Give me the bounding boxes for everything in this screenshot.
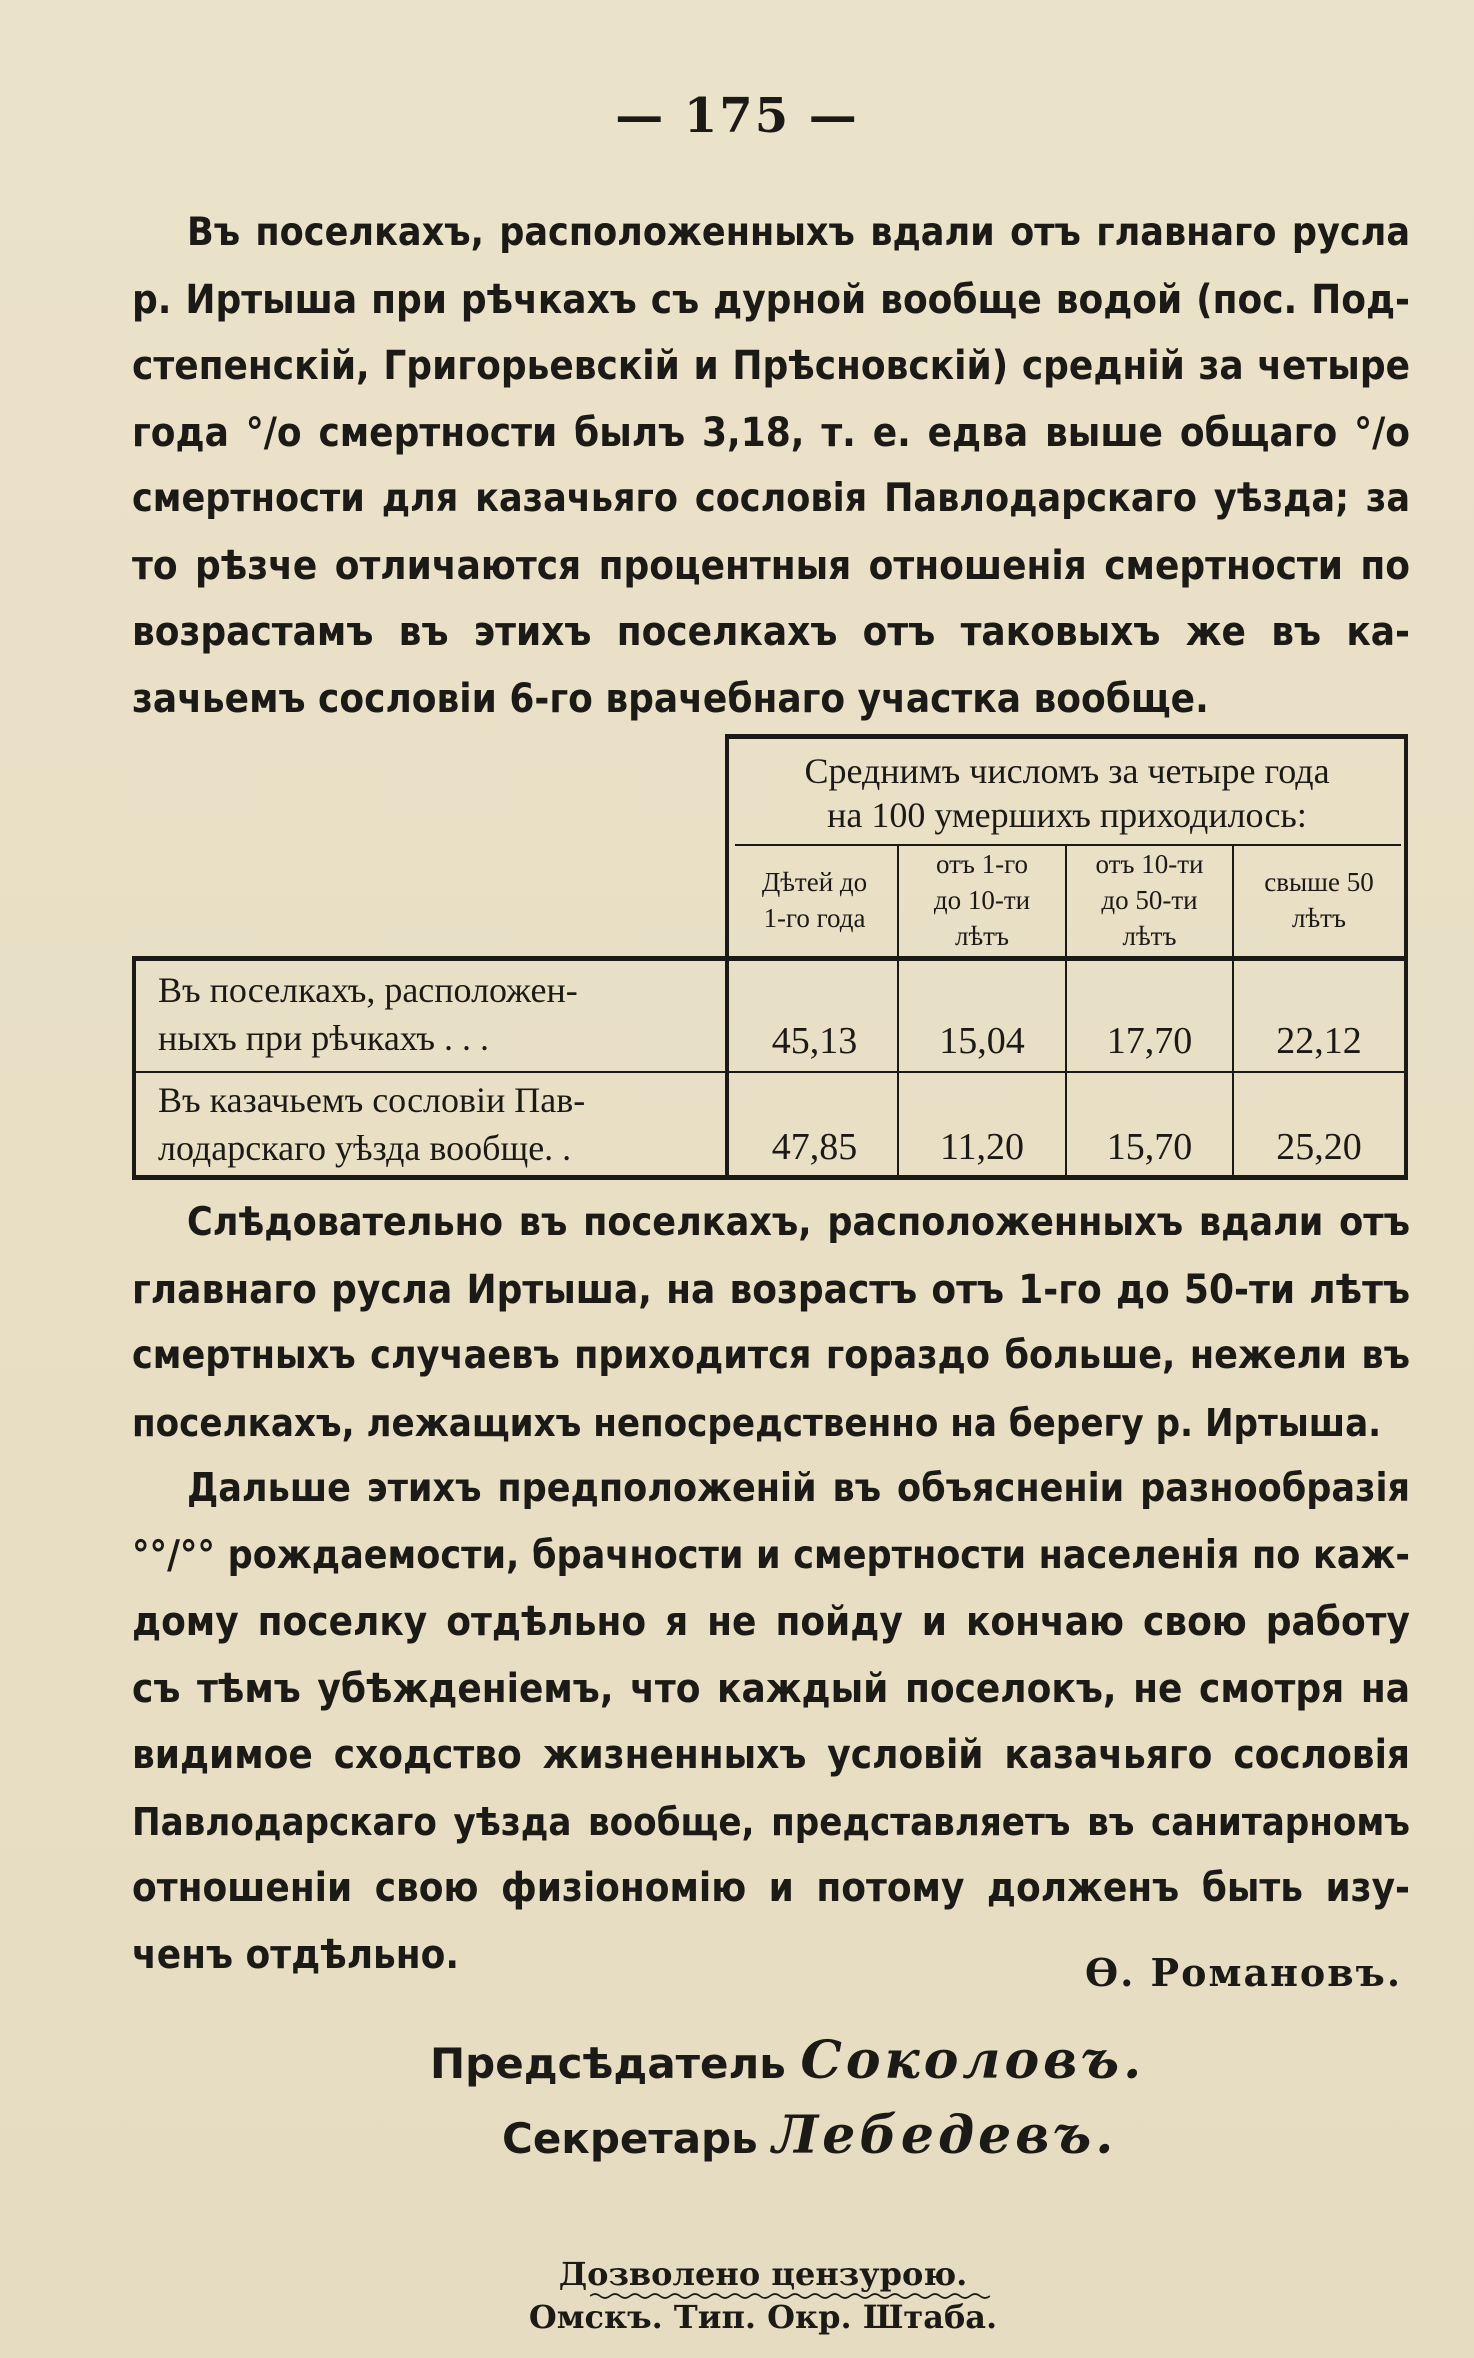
text-line: возрастамъ въ этихъ поселкахъ отъ таковыхъ же въ ка- [132, 609, 1410, 655]
paragraph-2 [132, 1190, 1410, 1456]
text-line: Дальше этихъ предположеній въ объясненіи разнообразія [187, 1466, 1410, 1511]
column-header-1-10 [899, 848, 1065, 952]
table-rule [132, 1071, 1408, 1073]
table-cell: 11,20 [939, 1126, 1025, 1168]
table-cell: 17,70 [1106, 1020, 1193, 1062]
table-rule [132, 1175, 1408, 1180]
secretary-name: Лебедевъ. [772, 2105, 1118, 2166]
header-line: на 100 умершихъ приходилось: [827, 795, 1307, 835]
text-line: видимое сходство жизненныхъ условій казачьяго сословія [132, 1732, 1410, 1778]
column-header-text: 1-го года [763, 903, 866, 933]
author-signature: Ѳ. Романовъ. [1085, 1950, 1403, 1995]
text-line: зачьемъ сословіи 6-го врачебнаго участка вообще. [132, 675, 1209, 722]
text-line: °°/°° рождаемости, брачности и смертности населенія по каж- [132, 1532, 1410, 1578]
column-header-over-50 [1234, 848, 1404, 952]
row-label-text: ныхъ при рѣчкахъ . . . [158, 1018, 490, 1058]
chairman-name: Соколовъ. [800, 2030, 1146, 2091]
text-line: то рѣзче отличаются процентныя отношенія смертности по [132, 542, 1410, 589]
table-rule [132, 956, 136, 1180]
table-cell: 47,85 [771, 1126, 858, 1168]
table-rule [735, 844, 1401, 846]
secretary-title: Секретарь [502, 2114, 758, 2163]
text-line: смертности для казачьяго сословія Павлодарскаго уѣзда; за [132, 476, 1410, 521]
column-header-text: Дѣтей до [761, 867, 868, 897]
paragraph-1 [132, 200, 1410, 732]
text-line: года °/о смертности былъ 3,18, т. е. едва выше общаго °/о [132, 409, 1410, 456]
printer-imprint: Омскъ. Тип. Окр. Штаба. [528, 2298, 998, 2336]
text-line: Павлодарскаго уѣзда вообще, представляетъ въ санитарномъ [132, 1799, 1410, 1844]
row-label-settlements [158, 966, 718, 1068]
text-line: смертныхъ случаевъ приходится гораздо больше, нежели въ [132, 1333, 1410, 1378]
column-header-infants [732, 848, 897, 952]
row-label-text: Въ поселкахъ, расположен- [158, 970, 578, 1010]
column-header-text: отъ 10-ти [1095, 849, 1204, 879]
table-cell: 22,12 [1276, 1020, 1362, 1062]
column-header-text: до 10-ти [933, 885, 1031, 915]
table-cell: 15,70 [1106, 1126, 1193, 1168]
secretary-line [502, 2105, 1117, 2166]
table-cell: 15,04 [939, 1020, 1025, 1062]
paragraph-3 [132, 1456, 1410, 1988]
row-label-text: Въ казачьемъ сословіи Пав- [158, 1080, 586, 1120]
column-header-text: свыше 50 [1264, 867, 1374, 897]
page-number: — 175 — [615, 88, 859, 144]
column-header-text: лѣтъ [955, 921, 1009, 951]
chairman-title: Предсѣдатель [430, 2039, 786, 2088]
table-cell: 45,13 [771, 1020, 858, 1062]
censor-approval: Дозволено цензурою. [558, 2255, 968, 2293]
table-rule [725, 734, 1408, 739]
chairman-line [430, 2030, 1145, 2091]
text-line: ченъ отдѣльно. [132, 1931, 460, 1978]
table-header-main [732, 746, 1402, 840]
column-header-10-50 [1067, 848, 1232, 952]
mortality-table [132, 734, 1408, 1180]
table-cell: 25,20 [1276, 1126, 1362, 1168]
table-rule [132, 956, 1408, 961]
column-header-text: до 50-ти [1101, 885, 1198, 915]
text-line: степенскій, Григорьевскій и Прѣсновскій) средній за четыре [132, 343, 1410, 389]
column-header-text: лѣтъ [1292, 903, 1346, 933]
row-label-cossack-estate [158, 1076, 718, 1174]
text-line: поселкахъ, лежащихъ непосредственно на берегу р. Иртыша. [132, 1400, 1382, 1445]
text-line: отношеніи свою физіономію и потому долженъ быть изу- [132, 1865, 1410, 1911]
text-line: главнаго русла Иртыша, на возрастъ отъ 1-го до 50-ти лѣтъ [132, 1266, 1410, 1313]
row-label-text: лодарскаго уѣзда вообще. . [158, 1128, 572, 1168]
header-line: Среднимъ числомъ за четыре года [804, 751, 1330, 791]
text-line: Въ поселкахъ, расположенныхъ вдали отъ главнаго русла [187, 210, 1410, 255]
text-line: дому поселку отдѣльно я не пойду и кончаю свою работу [132, 1599, 1410, 1645]
text-line: съ тѣмъ убѣжденіемъ, что каждый поселокъ, не смотря на [132, 1665, 1410, 1712]
column-header-text: лѣтъ [1122, 921, 1177, 951]
text-line: р. Иртыша при рѣчкахъ съ дурной вообще водой (пос. Под- [132, 276, 1410, 323]
text-line: Слѣдовательно въ поселкахъ, расположенныхъ вдали отъ [187, 1200, 1410, 1245]
column-header-text: отъ 1-го [935, 849, 1029, 879]
